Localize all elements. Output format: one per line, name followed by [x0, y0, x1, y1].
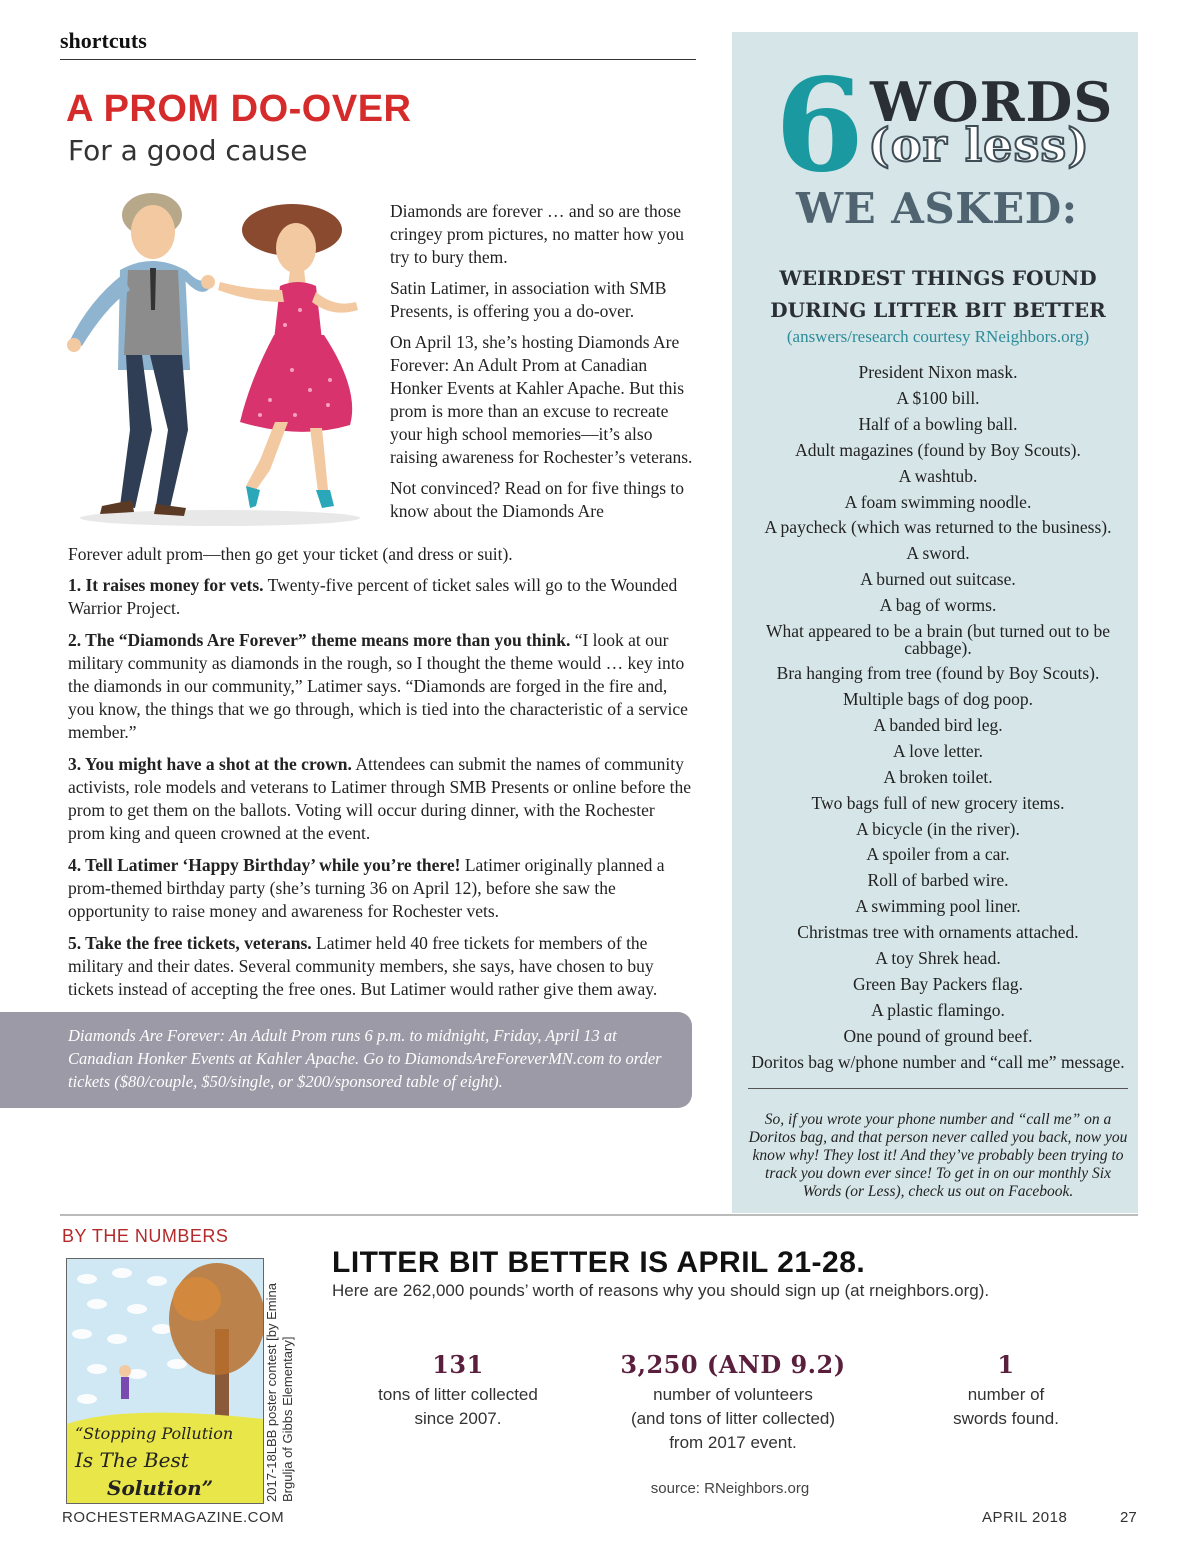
article-item: [68, 854, 696, 923]
answer-item: A paycheck (which was returned to the business).: [764, 517, 1112, 538]
article-items: [68, 574, 696, 1010]
stats-source: source: RNeighbors.org: [650, 1480, 810, 1497]
answer-item: Roll of barbed wire.: [867, 870, 1009, 891]
intro-paragraph: On April 13, she’s hosting Diamonds Are Forever: An Adult Prom at Canadian Honker Events at Kahler Apache. But this prom is more than an excuse to recreate your high school memories—it’s also raising awareness for Rochester’s veterans.: [390, 332, 693, 467]
answer-item: What appeared to be a brain (but turned out to be cabbage).: [765, 621, 1111, 659]
stat-description-line: (and tons of litter collected): [630, 1409, 836, 1428]
section-divider: [60, 1214, 1138, 1216]
answer-item: A banded bird leg.: [873, 714, 1003, 735]
sidebar-note: So, if you wrote your phone number and “call me” on a Doritos bag, and that person never called you back, now you know why! They lost it! And they’ve probably been trying to track you down ever since! To get in on our monthly Six Words (or Less), check us out on Facebook.: [748, 1111, 1128, 1200]
page-number: 27: [1120, 1509, 1137, 1526]
litter-bit-better-subhead: Here are 262,000 pounds’ worth of reasons why you should sign up (at rneighbors.org).: [332, 1281, 990, 1300]
article-item: [68, 753, 696, 845]
stat-number: 3,250 (AND 9.2): [620, 1350, 846, 1379]
answer-item: A broken toilet.: [883, 766, 993, 787]
stat-block: [926, 1350, 1086, 1431]
answer-item: A swimming pool liner.: [855, 896, 1021, 917]
answer-item: President Nixon mask.: [858, 362, 1018, 382]
answer-item: A toy Shrek head.: [875, 948, 1001, 969]
section-label: shortcuts: [60, 28, 147, 53]
answer-item: A spoiler from a car.: [866, 844, 1010, 865]
sidebar-divider: [748, 1088, 1128, 1089]
answer-item: Multiple bags of dog poop.: [842, 688, 1034, 709]
poster-text: Is The Best: [75, 1448, 189, 1472]
intro-paragraph-continued: Forever adult prom—then go get your ticket (and dress or suit).: [68, 544, 513, 564]
stat-number: 131: [432, 1350, 484, 1379]
answers-list: [740, 360, 1136, 1076]
stat-description: [598, 1383, 868, 1455]
item-text: Twenty-five percent of ticket sales will go to the Wounded Warrior Project.: [68, 575, 678, 618]
poster-text: “Stopping Pollution: [75, 1424, 234, 1443]
article-headline: A PROM DO-OVER: [66, 88, 412, 130]
item-lead: 5. Take the free tickets, veterans.: [68, 933, 312, 953]
answer-item: A sword.: [906, 543, 970, 564]
answer-item: A burned out suitcase.: [860, 569, 1016, 590]
article-item: [68, 574, 696, 620]
stat-description-line: number of volunteers: [653, 1385, 813, 1404]
section-divider: [60, 59, 696, 60]
woman-figure: [218, 204, 358, 508]
item-text: Attendees can submit the names of community activists, role models and veterans to Latimer through SMB Presents or online before the prom to get them on the ballots. Voting will occur during dinner, with the Rochester prom king and queen crowned at the event.: [68, 754, 692, 843]
poster-text: Solution”: [107, 1476, 214, 1500]
by-the-numbers-label: BY THE NUMBERS: [62, 1226, 229, 1246]
answer-item: A plastic flamingo.: [871, 999, 1005, 1020]
stat-description-line: from 2017 event.: [669, 1433, 797, 1452]
article-item: [68, 932, 696, 1001]
item-lead: 4. Tell Latimer ‘Happy Birthday’ while you’re there!: [68, 855, 461, 875]
dancing-couple-illustration: [60, 190, 380, 530]
sidebar-question: WEIRDEST THINGS FOUND DURING LITTER BIT BETTER: [770, 266, 1106, 322]
man-figure: [67, 193, 215, 516]
item-text: Latimer originally planned a prom-themed birthday party (she’s turning 36 on April 12), before she saw the opportunity to raise money and awareness for Rochester vets.: [68, 855, 665, 921]
article-item: [68, 629, 696, 744]
we-asked-heading: WE ASKED:: [796, 184, 1078, 233]
item-text: Latimer held 40 free tickets for members of the military and their dates. Several community members, she says, have chosen to buy tickets instead of accepting the free ones. But Latimer would rather give them away.: [68, 933, 658, 999]
stat-description-line: number of: [967, 1385, 1045, 1404]
stat-description: [358, 1383, 558, 1431]
answer-item: A love letter.: [893, 740, 983, 761]
stat-description-line: swords found.: [953, 1409, 1059, 1428]
answer-item: A bag of worms.: [879, 595, 997, 616]
answer-item: Two bags full of new grocery items.: [811, 792, 1065, 813]
stat-description-line: tons of litter collected: [378, 1385, 538, 1404]
item-text: “I look at our military community as diamonds in the rough, so I thought the theme would … key into the diamonds in our community,” Latimer says. “Diamonds are forged in the fire and, you know, the things that we go through, which is tied into the characteristic of a service member.”: [68, 630, 688, 742]
footer-website: ROCHESTERMAGAZINE.COM: [62, 1509, 285, 1526]
stat-description-line: since 2007.: [414, 1409, 502, 1428]
event-callout-text: Diamonds Are Forever: An Adult Prom runs 6 p.m. to midnight, Friday, April 13 at Canadian Honker Events at Kahler Apache. Go to DiamondsAreForeverMN.com to order tickets ($80/couple, $50/single, or $200/sponsored table of eight).: [68, 1026, 662, 1091]
answer-item: A $100 bill.: [896, 387, 980, 408]
six-numeral: 6: [775, 51, 865, 201]
stat-block: [358, 1350, 558, 1431]
answer-item: Bra hanging from tree (found by Boy Scouts).: [776, 663, 1100, 684]
words-heading: WORDS: [870, 70, 1114, 134]
answer-item: A bicycle (in the river).: [856, 818, 1020, 839]
article-intro: [390, 200, 695, 531]
or-less-heading: (or less): [868, 118, 1090, 172]
answer-item: Green Bay Packers flag.: [852, 973, 1024, 994]
answer-item: Half of a bowling ball.: [858, 413, 1018, 434]
footer-issue-date: APRIL 2018: [982, 1509, 1068, 1526]
answer-item: One pound of ground beef.: [843, 1025, 1033, 1046]
article-subhead: For a good cause: [68, 134, 308, 167]
poster-contest-image: [66, 1258, 264, 1504]
intro-paragraph: Not convinced? Read on for five things to know about the Diamonds Are: [390, 478, 685, 521]
answer-item: A foam swimming noodle.: [844, 491, 1032, 512]
intro-paragraph: Satin Latimer, in association with SMB Presents, is offering you a do-over.: [390, 278, 667, 321]
item-lead: 3. You might have a shot at the crown.: [68, 754, 352, 774]
answer-item: Christmas tree with ornaments attached.: [797, 922, 1079, 943]
litter-bit-better-headline: LITTER BIT BETTER IS APRIL 21-28.: [332, 1246, 866, 1279]
sidebar-courtesy: (answers/research courtesy RNeighbors.org): [786, 327, 1090, 346]
item-lead: 1. It raises money for vets.: [68, 575, 264, 595]
stat-block: [598, 1350, 868, 1455]
answer-item: A washtub.: [898, 465, 978, 486]
answer-item: Adult magazines (found by Boy Scouts).: [795, 439, 1081, 460]
item-lead: 2. The “Diamonds Are Forever” theme means more than you think.: [68, 630, 571, 650]
intro-paragraph: Diamonds are forever … and so are those cringey prom pictures, no matter how you try to bury them.: [390, 201, 685, 267]
poster-credit: 2017-18LBB poster contest [by Emina Brgulja of Gibbs Elementary]: [264, 1283, 295, 1502]
stat-description: [926, 1383, 1086, 1431]
answer-item: Doritos bag w/phone number and “call me” message.: [751, 1051, 1125, 1072]
stat-number: 1: [997, 1350, 1015, 1379]
